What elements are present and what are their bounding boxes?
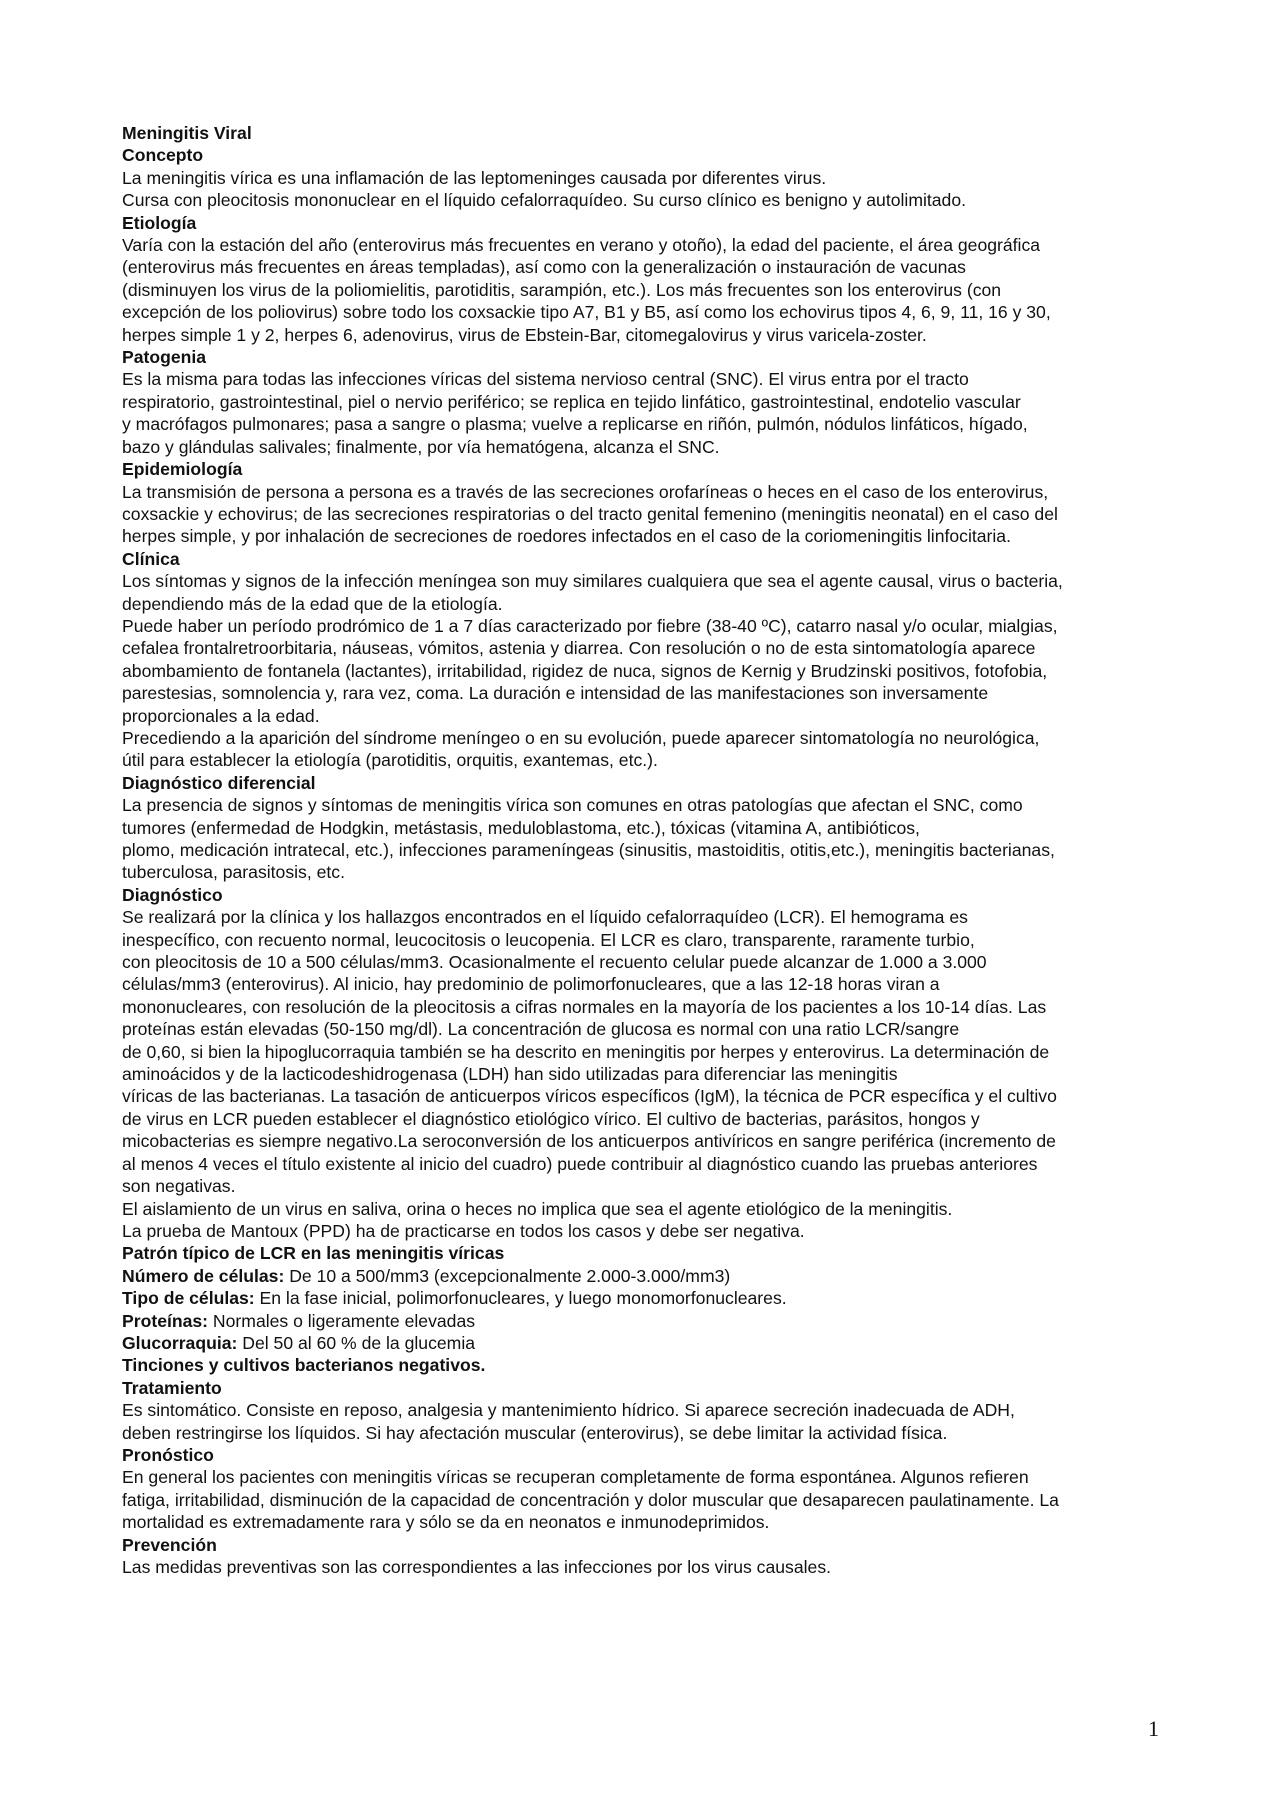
paragraph-line: y macrófagos pulmonares; pasa a sangre o plasma; vuelve a replicarse en riñón, pulmón, nódulos linfáticos, hígado, [122,414,1028,435]
section-clinica [122,548,1172,772]
section-heading: Etiología [122,212,197,233]
paragraph-line: (enterovirus más frecuentes en áreas templadas), así como con la generalización o instauración de vacunas [122,257,966,278]
section-diagnostico [122,884,1172,1243]
paragraph-line: células/mm3 (enterovirus). Al inicio, hay predominio de polimorfonucleares, que a las 12-18 horas viran a [122,974,940,995]
paragraph-line: mortalidad es extremadamente rara y sólo se da en neonatos e inmunodeprimidos. [122,1512,770,1533]
section-heading: Diagnóstico diferencial [122,772,316,793]
paragraph-line: Es sintomático. Consiste en reposo, analgesia y mantenimiento hídrico. Si aparece secreción inadecuada de ADH, [122,1400,1015,1421]
paragraph-line: inespecífico, con recuento normal, leucocitosis o leucopenia. El LCR es claro, transparente, raramente turbio, [122,929,975,950]
lcr-item-label: Proteínas: [122,1310,209,1331]
section-heading: Epidemiología [122,459,243,480]
lcr-closing-statement: Tinciones y cultivos bacterianos negativos. [122,1355,486,1376]
section-etiologia [122,212,1172,346]
paragraph-line: dependiendo más de la edad que de la etiología. [122,593,503,614]
lcr-item-label: Glucorraquia: [122,1332,238,1353]
paragraph-line: aminoácidos y de la lacticodeshidrogenasa (LDH) han sido utilizadas para diferenciar las meningitis [122,1064,898,1085]
section-epidemiologia [122,458,1172,548]
paragraph-line: Los síntomas y signos de la infección meníngea son muy similares cualquiera que sea el agente causal, virus o bacteria, [122,571,1063,592]
lcr-item-text: De 10 a 500/mm3 (excepcionalmente 2.000-3.000/mm3) [284,1265,731,1286]
paragraph-line: La meningitis vírica es una inflamación de las leptomeninges causada por diferentes virus. [122,167,827,188]
lcr-item-text: En la fase inicial, polimorfonucleares, y luego monomorfonucleares. [254,1288,787,1309]
paragraph-line: Precediendo a la aparición del síndrome meníngeo o en su evolución, puede aparecer sintomatología no neurológica, [122,727,1040,748]
paragraph-line: son negativas. [122,1176,236,1197]
lcr-item-text: Del 50 al 60 % de la glucemia [237,1332,476,1353]
section-diagnostico-diferencial [122,772,1172,884]
paragraph-line: Varía con la estación del año (enterovirus más frecuentes en verano y otoño), la edad del paciente, el área geográfica [122,235,1041,256]
paragraph-line: herpes simple, y por inhalación de secreciones de roedores infectados en el caso de la coriomeningitis linfocitaria. [122,526,1011,547]
paragraph-line: cefalea frontalretroorbitaria, náuseas, vómitos, astenia y diarrea. Con resolución o no de esta sintomatología aparece [122,638,1036,659]
paragraph-line: (disminuyen los virus de la poliomielitis, parotiditis, sarampión, etc.). Los más frecuentes son los enterovirus (con [122,279,1002,300]
paragraph-line: al menos 4 veces el título existente al inicio del cuadro) puede contribuir al diagnóstico cuando las pruebas anteriores [122,1153,1038,1174]
section-heading: Prevención [122,1534,217,1555]
paragraph-line: tuberculosa, parasitosis, etc. [122,862,345,883]
paragraph-line: tumores (enfermedad de Hodgkin, metástasis, meduloblastoma, etc.), tóxicas (vitamina A, antibióticos, [122,817,920,838]
paragraph-line: deben restringirse los líquidos. Si hay afectación muscular (enterovirus), se debe limitar la actividad física. [122,1422,948,1443]
section-prevencion [122,1534,1172,1579]
lcr-item-label: Tipo de células: [122,1288,255,1309]
paragraph-line: La transmisión de persona a persona es a través de las secreciones orofaríneas o heces en el caso de los enterovirus, [122,481,1049,502]
paragraph-line: coxsackie y echovirus; de las secreciones respiratorias o del tracto genital femenino (meningitis neonatal) en el caso del [122,503,1058,524]
paragraph-line: útil para establecer la etiología (parotiditis, orquitis, exantemas, etc.). [122,750,658,771]
paragraph-line: mononucleares, con resolución de la pleocitosis a cifras normales en la mayoría de los pacientes a los 10-14 días. Las [122,996,1047,1017]
paragraph-line: micobacterias es siempre negativo.La seroconversión de los anticuerpos antivíricos en sangre periférica (incremento de [122,1131,1056,1152]
paragraph-line: En general los pacientes con meningitis víricas se recuperan completamente de forma espontánea. Algunos refieren [122,1467,1029,1488]
lcr-item [122,1332,1172,1354]
paragraph-line: Cursa con pleocitosis mononuclear en el líquido cefalorraquídeo. Su curso clínico es benigno y autolimitado. [122,190,967,211]
paragraph-line: de 0,60, si bien la hipoglucorraquia también se ha descrito en meningitis por herpes y enterovirus. La determinación de [122,1041,1050,1062]
section-patogenia [122,346,1172,458]
paragraph-line: abombamiento de fontanela (lactantes), irritabilidad, rigidez de nuca, signos de Kernig y Brudzinski positivos, fotofobia, [122,660,1048,681]
paragraph-line: fatiga, irritabilidad, disminución de la capacidad de concentración y dolor muscular que desaparecen paulatinamente. La [122,1489,1059,1510]
paragraph-line: proporcionales a la edad. [122,705,320,726]
paragraph-line: bazo y glándulas salivales; finalmente, por vía hematógena, alcanza el SNC. [122,436,720,457]
section-heading: Diagnóstico [122,884,223,905]
paragraph-line: Puede haber un período prodrómico de 1 a 7 días caracterizado por fiebre (38-40 ºC), catarro nasal y/o ocular, mialgias, [122,615,1058,636]
paragraph-line: El aislamiento de un virus en saliva, orina o heces no implica que sea el agente etiológico de la meningitis. [122,1198,953,1219]
paragraph-line: Se realizará por la clínica y los hallazgos encontrados en el líquido cefalorraquídeo (LCR). El hemograma es [122,907,968,928]
section-patron-lcr [122,1242,1172,1376]
document-page [122,122,1172,1578]
section-heading: Clínica [122,548,180,569]
section-heading: Pronóstico [122,1444,214,1465]
paragraph-line: parestesias, somnolencia y, rara vez, coma. La duración e intensidad de las manifestaciones son inversamente [122,683,989,704]
paragraph-line: Es la misma para todas las infecciones víricas del sistema nervioso central (SNC). El virus entra por el tracto [122,369,969,390]
section-heading: Patogenia [122,347,207,368]
paragraph-line: proteínas están elevadas (50-150 mg/dl). La concentración de glucosa es normal con una ratio LCR/sangre [122,1019,960,1040]
paragraph-line: plomo, medicación intratecal, etc.), infecciones parameníngeas (sinusitis, mastoiditis, otitis,etc.), meningitis bacterianas, [122,840,1055,860]
paragraph-line: respiratorio, gastrointestinal, piel o nervio periférico; se replica en tejido linfático, gastrointestinal, endotelio vascular [122,391,1021,412]
paragraph-line: Las medidas preventivas son las correspondientes a las infecciones por los virus causales. [122,1557,832,1577]
paragraph-line: de virus en LCR pueden establecer el diagnóstico etiológico vírico. El cultivo de bacterias, parásitos, hongos y [122,1108,980,1129]
paragraph-line: La presencia de signos y síntomas de meningitis vírica son comunes en otras patologías que afectan el SNC, como [122,795,1023,816]
lcr-item [122,1287,1172,1309]
lcr-item-text: Normales o ligeramente elevadas [208,1310,476,1331]
lcr-item-label: Número de células: [122,1265,285,1286]
paragraph-line: víricas de las bacterianas. La tasación de anticuerpos víricos específicos (IgM), la técnica de PCR específica y el cultivo [122,1086,1057,1107]
section-heading: Concepto [122,145,204,166]
section-heading: Patrón típico de LCR en las meningitis víricas [122,1243,505,1264]
section-heading: Tratamiento [122,1377,222,1398]
paragraph-line: con pleocitosis de 10 a 500 células/mm3. Ocasionalmente el recuento celular puede alcanzar de 1.000 a 3.000 [122,952,987,973]
lcr-item [122,1265,1172,1287]
paragraph-line: excepción de los poliovirus) sobre todo los coxsackie tipo A7, B1 y B5, así como los echovirus tipos 4, 6, 9, 11, 16 y 30, [122,302,1051,323]
section-pronostico [122,1444,1172,1534]
section-tratamiento [122,1377,1172,1444]
section-concepto [122,144,1172,211]
page-number: 1 [1148,1716,1159,1741]
lcr-item [122,1310,1172,1332]
document-title: Meningitis Viral [122,123,252,143]
paragraph-line: La prueba de Mantoux (PPD) ha de practicarse en todos los casos y debe ser negativa. [122,1220,805,1241]
paragraph-line: herpes simple 1 y 2, herpes 6, adenovirus, virus de Ebstein-Bar, citomegalovirus y virus varicela-zoster. [122,324,927,345]
